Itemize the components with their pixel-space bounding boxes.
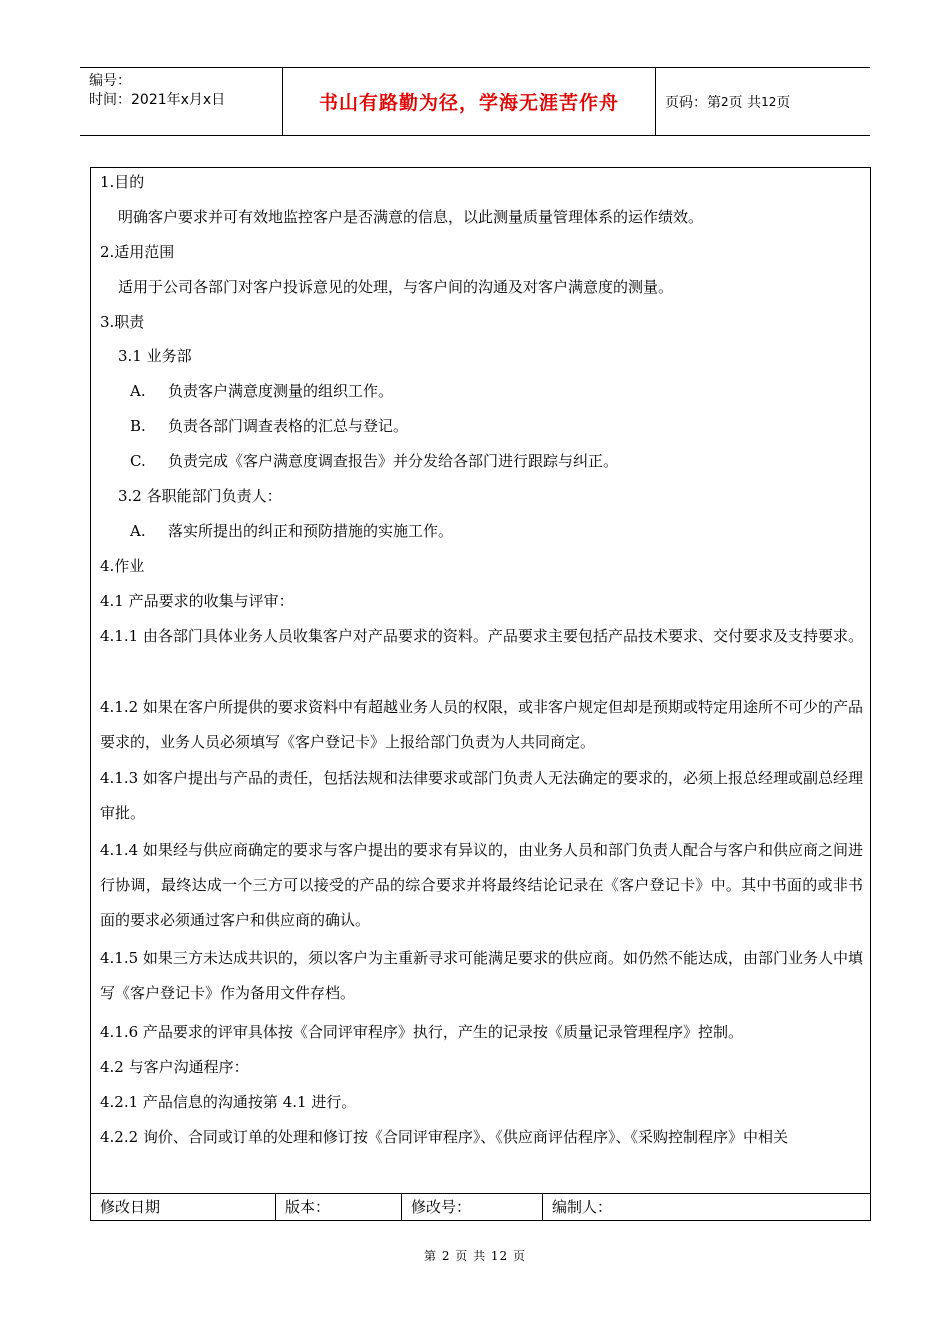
subsection-heading: 4.2 与客户沟通程序： [100,1058,249,1076]
subsection-heading: 3.1 业务部 [118,347,192,365]
page-prefix: 页码：第 [665,94,721,111]
list-item-text: 负责完成《客户满意度调查报告》并分发给各部门进行跟踪与纠正。 [168,452,619,470]
list-item-text: 负责各部门调查表格的汇总与登记。 [168,417,409,435]
document-header [80,67,870,136]
subsection-heading: 3.2 各职能部门负责人： [118,487,282,505]
page-mid: 页 共 [728,94,762,111]
header-page-indicator [656,68,870,135]
page-current: 2 [721,94,729,109]
page-total: 12 [761,94,777,109]
list-item [130,451,618,471]
page-suffix: 页 [776,94,791,111]
document-code-label: 编号： [89,73,131,89]
paragraph: 4.1.6 产品要求的评审具体按《合同评审程序》执行，产生的记录按《质量记录管理程序》控制。 [100,1023,743,1041]
editor-cell: 编制人： [552,1198,613,1216]
section-heading: 2.适用范围 [100,243,175,261]
header-meta [80,68,282,135]
paragraph: 4.1.5 如果三方未达成共识的，须以客户为主重新寻求可能满足要求的供应商。如仍然不能达成，由部门业务人中填写《客户登记卡》作为备用文件存档。 [100,949,863,1002]
list-item [130,381,393,401]
paragraph: 4.2.2 询价、合同或订单的处理和修订按《合同评审程序》、《供应商评估程序》、《采购控制程序》中相关 [100,1128,788,1146]
section-heading: 3.职责 [100,313,145,331]
list-item [130,521,453,541]
list-item-text: 落实所提出的纠正和预防措施的实施工作。 [168,522,454,540]
list-item-text: 负责客户满意度测量的组织工作。 [168,382,394,400]
list-marker: C. [130,452,146,470]
version-cell: 版本： [276,1194,402,1220]
revision-number-cell: 修改号： [402,1194,543,1220]
list-marker: A. [130,522,146,540]
paragraph: 4.1.1 由各部门具体业务人员收集客户对产品要求的资料。产品要求主要包括产品技术要求、交付要求及支持要求。 [100,627,863,645]
header-motto: 书山有路勤为径，学海无涯苦作舟 [282,68,656,135]
document-time-label: 时间：2021年x月x日 [89,92,226,108]
subsection-heading: 4.1 产品要求的收集与评审： [100,592,294,610]
section-heading: 1.目的 [100,173,145,191]
revision-row [91,1193,870,1220]
list-item [130,416,408,436]
paragraph: 适用于公司各部门对客户投诉意见的处理，与客户间的沟通及对客户满意度的测量。 [118,278,674,296]
revision-date-cell: 修改日期 [91,1194,276,1220]
paragraph: 4.1.4 如果经与供应商确定的要求与客户提出的要求有异议的，由业务人员和部门负责人配合与客户和供应商之间进行协调，最终达成一个三方可以接受的产品的综合要求并将最终结论记录在《客户登记卡》中。其中书面的或非书面的要求必须通过客户和供应商的确认。 [100,841,863,929]
paragraph: 明确客户要求并可有效地监控客户是否满意的信息，以此测量质量管理体系的运作绩效。 [118,208,704,226]
page-footer: 第 2 页 共 12 页 [424,1249,526,1263]
list-marker: B. [130,417,146,435]
section-heading: 4.作业 [100,557,145,575]
paragraph: 4.2.1 产品信息的沟通按第 4.1 进行。 [100,1093,357,1111]
paragraph: 4.1.2 如果在客户所提供的要求资料中有超越业务人员的权限，或非客户规定但却是预期或特定用途所不可少的产品要求的，业务人员必须填写《客户登记卡》上报给部门负责为人共同商定。 [100,698,863,751]
list-marker: A. [130,382,146,400]
paragraph: 4.1.3 如客户提出与产品的责任，包括法规和法律要求或部门负责人无法确定的要求的，必须上报总经理或副总经理审批。 [100,769,863,822]
procedure-box [90,167,871,1221]
